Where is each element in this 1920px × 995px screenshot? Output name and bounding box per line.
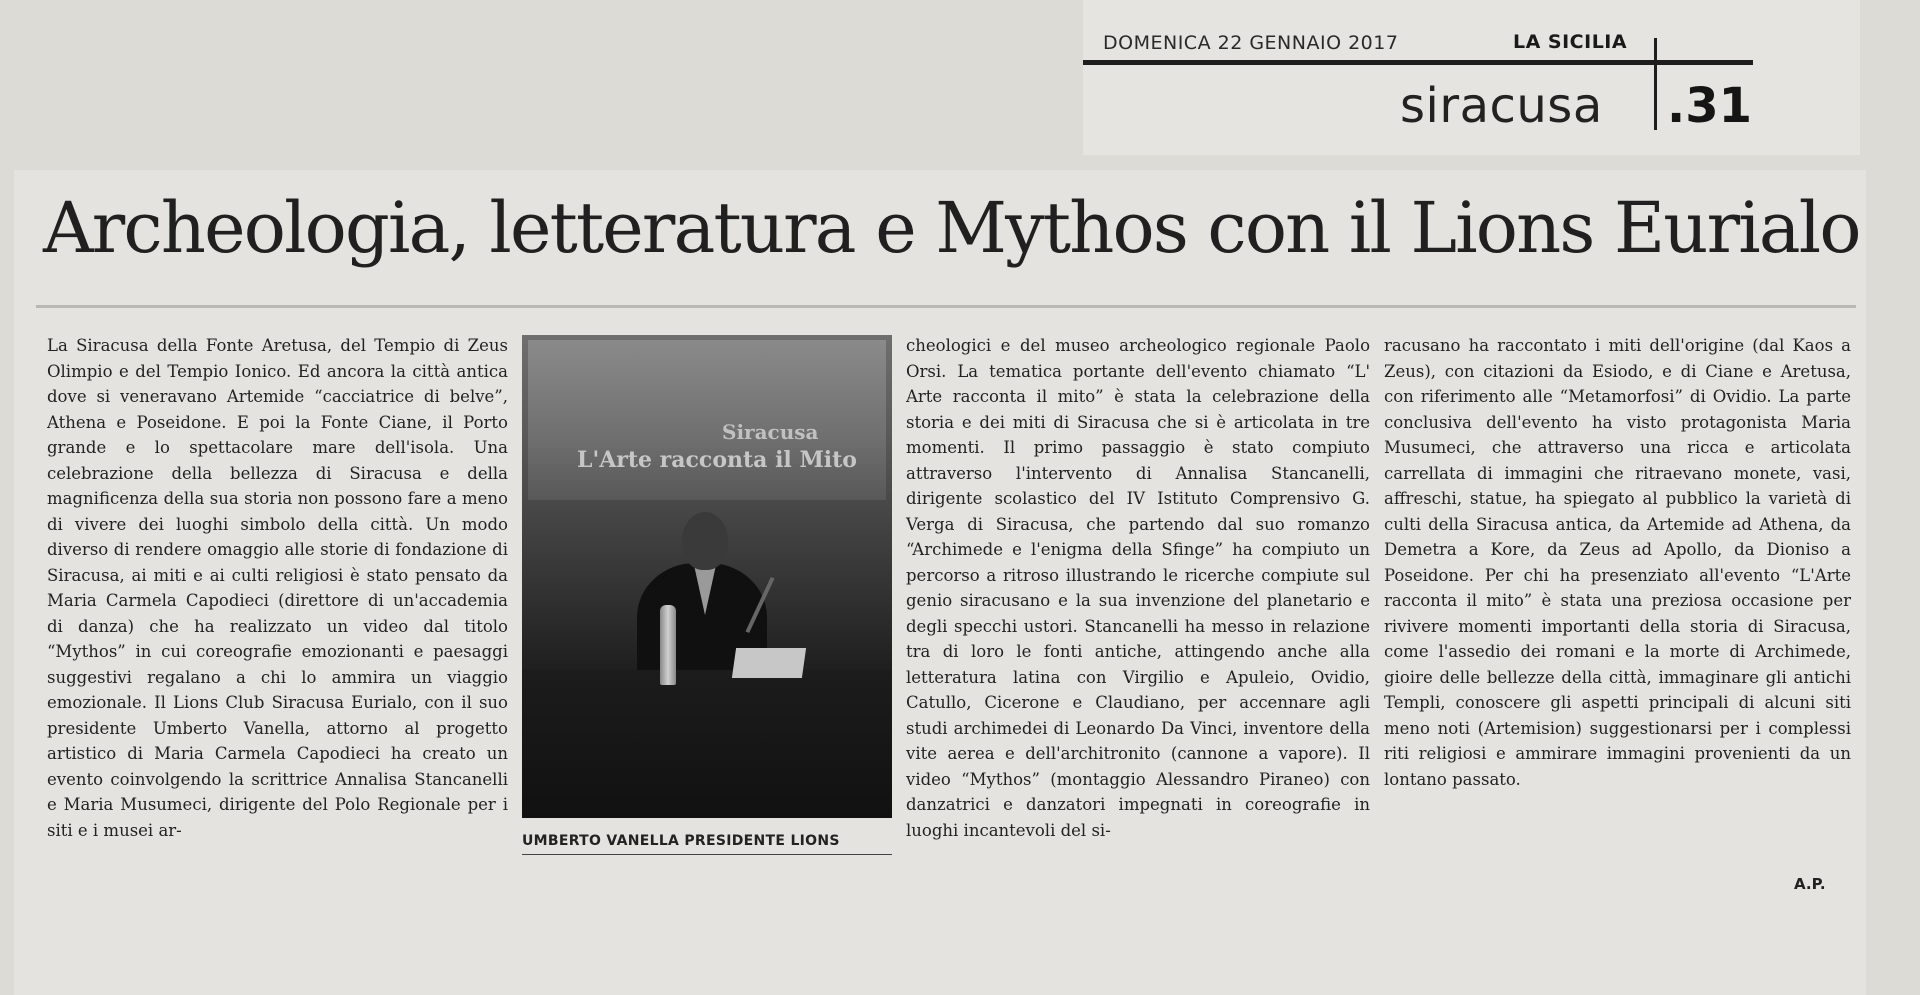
projection-screen [528,340,886,500]
nameplate [732,648,806,678]
newspaper-header [1083,0,1860,155]
headline-rule [36,305,1856,308]
header-divider [1654,38,1657,130]
screen-subtitle: L'Arte racconta il Mito [577,447,857,473]
author-signature: A.P. [1794,875,1826,893]
water-bottle [660,605,676,685]
caption-rule [522,854,892,855]
article-column-3: racusano ha raccontato i miti dell'origine (dal Kaos a Zeus), con citazioni da Esiodo, e di Ciane e Aretusa, con riferimento alle “Metamorfosi” di Ovidio. La parte conclusiva dell'evento ha visto protagonista Maria Musumeci, che attraverso una ricca e articolata carrellata di immagini che ritraevano monete, vasi, affreschi, statue, ha spiegato al pubblico la varietà di culti della Siracusa antica, da Artemide ad Athena, da Demetra a Kore, da Zeus ad Apollo, da Dioniso a Poseidone. Per chi ha presenziato all'evento “L'Arte racconta il mito” è stata una preziosa occasione per rivivere momenti importanti della storia di Siracusa, come l'assedio dei romani e la morte di Archimede, gioire delle bellezze della città, immaginare gli antichi Templi, conoscere gli aspetti principali di alcuni siti meno noti (Artemision) suggestionarsi per i complessi riti religiosi e ammirare immagini provenienti da un lontano passato. [1384,336,1851,789]
screen-title: Siracusa [722,420,819,444]
section-name: siracusa [1400,78,1603,134]
issue-date: DOMENICA 22 GENNAIO 2017 [1103,32,1399,54]
article-photo [522,335,892,818]
newspaper-name: LA SICILIA [1513,31,1628,53]
article-column-2: cheologici e del museo archeologico regionale Paolo Orsi. La tematica portante dell'evento chiamato “L' Arte racconta il mito” è stata la celebrazione della storia e dei miti di Siracusa che si è articolata in tre momenti. Il primo passaggio è stato compiuto attraverso l'intervento di Annalisa Stancanelli, dirigente scolastico del IV Istituto Comprensivo G. Verga di Siracusa, che partendo dal suo romanzo “Archimede e l'enigma della Sfinge” ha compiuto un percorso a ritroso illustrando le ricerche compiute sul genio siracusano e la sua invenzione del planetario e degli specchi ustori. Stancanelli ha messo in relazione tra di loro le fonti antiche, attingendo anche alla letteratura latina con Virgilio e Apuleio, Ovidio, Catullo, Cicerone e Claudiano, per accennare agli studi archimedei di Leonardo Da Vinci, inventore della vite aerea e dell'architronito (cannone a vapore). Il video “Mythos” (montaggio Alessandro Piraneo) con danzatrici e danzatori impegnati in coreografie in luoghi incantevoli del si- [906,336,1370,840]
page-number: .31 [1667,78,1753,134]
article-clipping [14,170,1866,995]
photo-caption: UMBERTO VANELLA PRESIDENTE LIONS [522,833,840,849]
speaker-head [682,512,728,570]
article-headline: Archeologia, letteratura e Mythos con il Lions Eurialo [43,187,1860,269]
header-rule [1083,60,1753,65]
article-column-1: La Siracusa della Fonte Aretusa, del Tempio di Zeus Olimpio e del Tempio Ionico. Ed ancora la città antica dove si veneravano Artemide “cacciatrice di belve”, Athena e Poseidone. E poi la Fonte Ciane, il Porto grande e lo spettacolare mare dell'isola. Una celebrazione della bellezza di Siracusa e della magnificenza della sua storia non possono fare a meno di vivere dei luoghi simbolo della città. Un modo diverso di rendere omaggio alle storie di fondazione di Siracusa, ai miti e ai culti religiosi è stato pensato da Maria Carmela Capodieci (direttore di un'accademia di danza) che ha realizzato un video dal titolo “Mythos” in cui coreografie emozionanti e paesaggi suggestivi regalano a chi lo ammira un viaggio emozionale. Il Lions Club Siracusa Eurialo, con il suo presidente Umberto Vanella, attorno al progetto artistico di Maria Carmela Capodieci ha creato un evento coinvolgendo la scrittrice Annalisa Stancanelli e Maria Musumeci, dirigente del Polo Regionale per i siti e i musei ar- [47,336,508,840]
speaker-table [522,670,892,818]
